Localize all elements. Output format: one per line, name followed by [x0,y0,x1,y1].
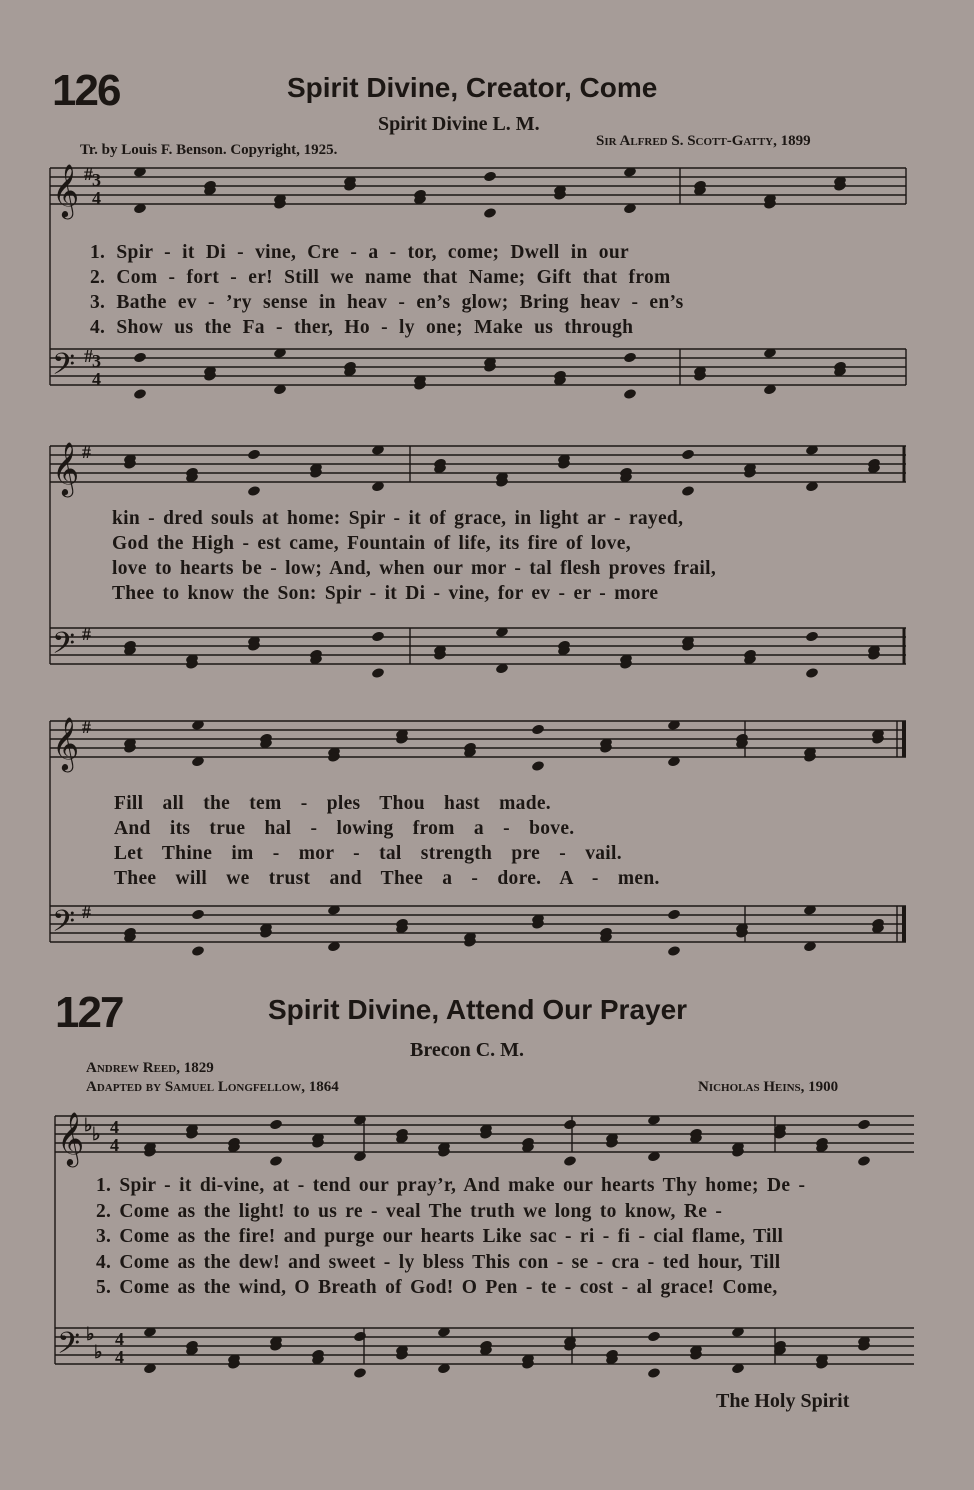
lyric-line: God the High - est came, Fountain of life, its fire of love, [112,533,631,554]
treble-clef-icon: 𝄞 [52,441,80,495]
svg-text:#: # [82,717,91,737]
lyric-line: 2. Come as the light! to us re - veal The truth we long to know, Re - [96,1200,723,1222]
treble-clef-icon: 𝄞 [52,716,80,770]
section-footer: The Holy Spirit [716,1390,850,1412]
tune-name-126: Spirit Divine L. M. [378,113,540,135]
svg-text:♭: ♭ [94,1342,103,1362]
lyric-line: And its true hal - lowing from a - bove. [114,818,575,839]
staff-lines-s2-bass [50,628,906,664]
notehead [133,352,147,364]
lyric-line: Let Thine im - mor - tal strength pre - vail. [114,843,622,864]
notehead [531,760,545,772]
lyric-line: kin - dred souls at home: Spir - it of grace, in light ar - rayed, [112,508,684,529]
staff-lines-s3-bass [50,906,906,942]
svg-text:#: # [84,346,93,366]
notehead [371,667,385,679]
bass-clef-icon: 𝄢 [52,348,76,389]
lyrics-126-system-2 [112,506,716,606]
svg-text:3: 3 [92,351,101,371]
lyric-line: 2. Com - fort - er! Still we name that Name; Gift that from [90,267,671,288]
svg-text:4: 4 [92,188,101,208]
notehead [805,631,819,643]
notehead [133,388,147,400]
lyric-line: Fill all the tem - ples Thou hast made. [114,793,551,814]
notehead [269,1119,283,1131]
lyric-line: Thee will we trust and Thee a - dore. A - men. [114,868,660,889]
staff-lines-s1-treble [50,168,906,204]
notehead [805,667,819,679]
staff-lines-s1-bass [50,349,906,385]
notehead [483,171,497,183]
staff-lines-s2-treble [50,446,906,482]
notehead [353,1367,367,1379]
notehead [563,1119,577,1131]
notehead [623,388,637,400]
treble-clef-icon: 𝄞 [52,163,80,217]
music-credit-126: Sir Alfred S. Scott-Gatty, 1899 [596,133,811,149]
svg-text:♭: ♭ [92,1124,101,1144]
notehead [371,631,385,643]
svg-text:#: # [84,164,93,184]
hymn-number-127: 127 [55,988,123,1037]
svg-text:4: 4 [115,1329,124,1349]
notehead [269,1155,283,1167]
lyric-line: 3. Come as the fire! and purge our hearts Like sac - ri - fi - cial flame, Till [96,1226,784,1247]
lyric-line: 4. Show us the Fa - ther, Ho - ly one; Make us through [90,317,634,338]
notehead [681,485,695,497]
notehead [247,485,261,497]
svg-text:♭: ♭ [84,1115,93,1135]
notehead [191,945,205,957]
lyric-line: love to hearts be - low; And, when our mor - tal flesh proves frail, [112,558,717,579]
lyric-line: 4. Come as the dew! and sweet - ly bless This con - se - cra - ted hour, Till [96,1251,781,1273]
notehead [647,1331,661,1343]
text-credit-127: Andrew Reed, 1829 [86,1060,214,1076]
lyrics-126-system-3 [114,791,660,891]
hymn-number-126: 126 [52,66,120,115]
tune-name-127: Brecon C. M. [410,1039,525,1061]
treble-clef-icon: 𝄞 [57,1111,85,1165]
lyrics-126-system-1 [90,240,684,340]
text-credit-126: Tr. by Louis F. Benson. Copyright, 1925. [80,142,338,158]
bass-clef-icon: 𝄢 [57,1327,81,1368]
notehead [191,909,205,921]
notehead [667,945,681,957]
lyric-line: Thee to know the Son: Spir - it Di - vine, for ev - er - more [112,583,659,604]
notehead [623,352,637,364]
svg-text:4: 4 [92,369,101,389]
svg-text:♭: ♭ [86,1324,95,1344]
bass-clef-icon: 𝄢 [52,905,76,946]
staff-lines-s3-treble [50,721,906,757]
notehead [563,1155,577,1167]
notehead [353,1331,367,1343]
hymn-title-127: Spirit Divine, Attend Our Prayer [268,994,688,1025]
lyric-line: 5. Come as the wind, O Breath of God! O Pen - te - cost - al grace! Come, [96,1277,778,1298]
svg-text:#: # [82,624,91,644]
notehead [483,207,497,219]
lyrics-127 [96,1173,805,1301]
notehead [857,1155,871,1167]
notehead [857,1119,871,1131]
lyric-line: 1. Spir - it Di - vine, Cre - a - tor, come; Dwell in our [90,242,629,263]
notehead [647,1367,661,1379]
notehead [531,724,545,736]
bass-clef-icon: 𝄢 [52,627,76,668]
adapted-credit-127: Adapted by Samuel Longfellow, 1864 [86,1079,339,1095]
lyric-line: 1. Spir - it di-vine, at - tend our pray’r, And make our hearts Thy home; De - [96,1175,806,1196]
svg-text:4: 4 [110,1135,119,1155]
music-credit-127: Nicholas Heins, 1900 [698,1079,839,1095]
lyric-line: 3. Bathe ev - ’ry sense in heav - en’s glow; Bring heav - en’s [90,292,684,313]
notehead [681,449,695,461]
svg-text:#: # [82,442,91,462]
notehead [247,449,261,461]
notehead [667,909,681,921]
svg-text:4: 4 [110,1117,119,1137]
svg-text:3: 3 [92,170,101,190]
svg-text:4: 4 [115,1347,124,1367]
svg-text:#: # [82,902,91,922]
hymn-title-126: Spirit Divine, Creator, Come [287,72,658,103]
